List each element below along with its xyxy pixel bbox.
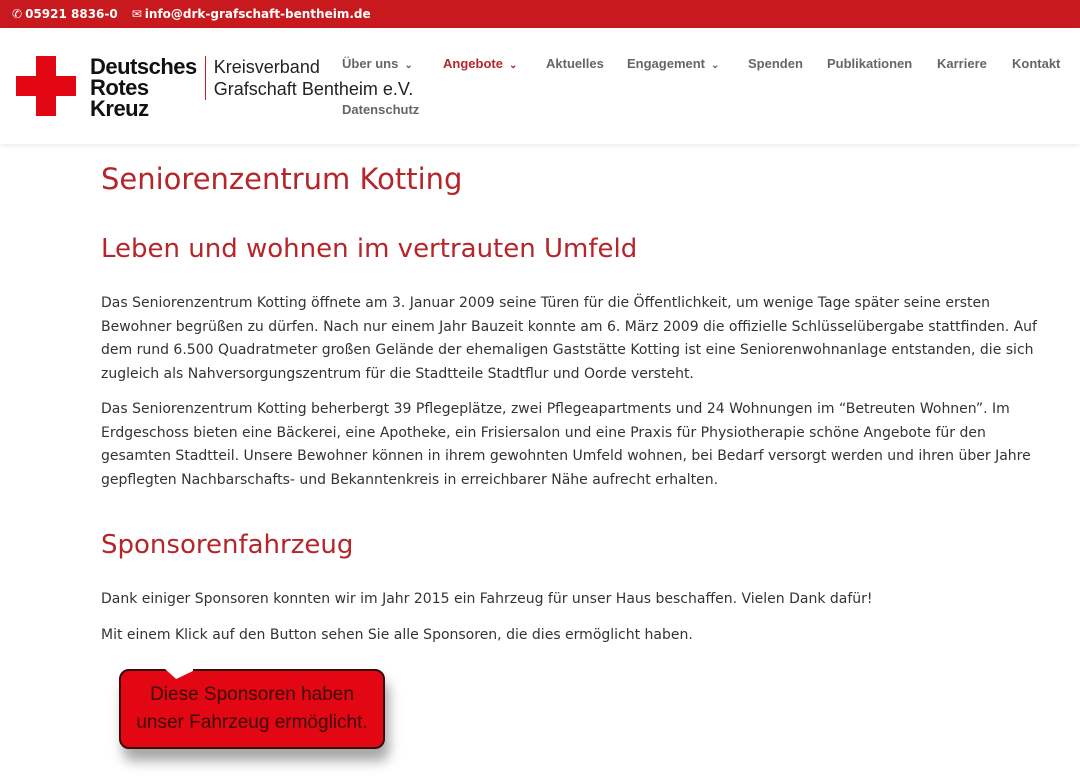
chevron-down-icon: ⌄: [711, 60, 720, 71]
mail-icon: ✉: [131, 7, 142, 21]
logo-line: Deutsches: [90, 54, 197, 79]
nav-publikationen[interactable]: Publikationen: [827, 56, 913, 71]
top-bar: [0, 0, 1080, 28]
section-heading: Leben und wohnen im vertrauten Umfeld: [101, 234, 638, 264]
paragraph: Dank einiger Sponsoren konnten wir im Jahr 2015 ein Fahrzeug für unser Haus beschaffen. Vielen Dank dafür!: [101, 591, 873, 607]
paragraph: Das Seniorenzentrum Kotting öffnete am 3. Januar 2009 seine Türen für die Öffentlichkeit, um wenige Tage später seine ersten Bewohner begrüßen zu dürfen. Nach nur einem Jahr Bauzeit konnte am 6. März 2009 die offizielle Schlüsselübergabe stattfinden. Auf dem rund 6.500 Quadratmeter großen Gelände der ehemaligen Gaststätte Kotting ist eine Seniorenwohnanlage entstanden, die sich zugleich als Nahversorgungszentrum für die Stadtteile Stadtflur und Oorde versteht.: [101, 295, 1037, 382]
phone-link[interactable]: [12, 7, 118, 21]
nav-aktuelles[interactable]: Aktuelles: [546, 56, 604, 71]
nav-ueber-uns[interactable]: [342, 56, 413, 74]
content: [0, 162, 1060, 749]
phone-number: 05921 8836-0: [25, 7, 118, 21]
red-cross-icon: [16, 56, 76, 116]
phone-icon: ✆: [12, 7, 23, 21]
chevron-down-icon: ⌄: [508, 60, 518, 71]
nav-angebote[interactable]: [443, 56, 517, 74]
nav-karriere[interactable]: Karriere: [937, 56, 987, 71]
page-title: Seniorenzentrum Kotting: [101, 162, 463, 196]
nav-label: Angebote: [443, 56, 503, 71]
logo-kv-line: Kreisverband: [213, 57, 320, 77]
logo-text: [90, 56, 197, 119]
button-label: unser Fahrzeug ermöglicht.: [136, 712, 368, 733]
nav-spenden[interactable]: Spenden: [748, 56, 803, 71]
paragraph: Das Seniorenzentrum Kotting beherbergt 39 Pflegeplätze, zwei Pflegeapartments und 24 Wohnungen im “Betreuten Wohnen”. Im Erdgeschoss bieten eine Bäckerei, eine Apotheke, ein Frisiersalon und eine Praxis für Physiotherapie schöne Angebote für den gesamten Stadtteil. Unsere Bewohner können in ihrem gewohnten Umfeld wohnen, bei Bedarf versorgt werden und ihren über Jahre gepflegten Nachbarschafts- und Bekanntenkreis in erreichbarer Nähe aufrecht erhalten.: [101, 401, 1031, 488]
section-heading: Sponsorenfahrzeug: [101, 530, 354, 560]
nav-kontakt[interactable]: Kontakt: [1012, 56, 1061, 71]
site-header: [0, 28, 1080, 144]
logo-kv-line: Grafschaft Bentheim e.V.: [213, 79, 414, 99]
nav-label: Engagement: [627, 56, 706, 71]
paragraph: Mit einem Klick auf den Button sehen Sie alle Sponsoren, die dies ermöglicht haben.: [101, 626, 693, 643]
nav-datenschutz[interactable]: Datenschutz: [342, 102, 420, 117]
email-address: info@drk-grafschaft-bentheim.de: [144, 7, 371, 21]
nav-label: Über uns: [342, 56, 399, 71]
logo-line: Rotes: [90, 75, 149, 100]
email-link[interactable]: [132, 7, 371, 21]
nav-engagement[interactable]: [627, 56, 719, 74]
sponsors-button[interactable]: [119, 669, 385, 749]
chevron-down-icon: ⌄: [404, 60, 413, 71]
button-label: Diese Sponsoren haben: [150, 684, 354, 705]
logo-line: Kreuz: [90, 96, 149, 121]
